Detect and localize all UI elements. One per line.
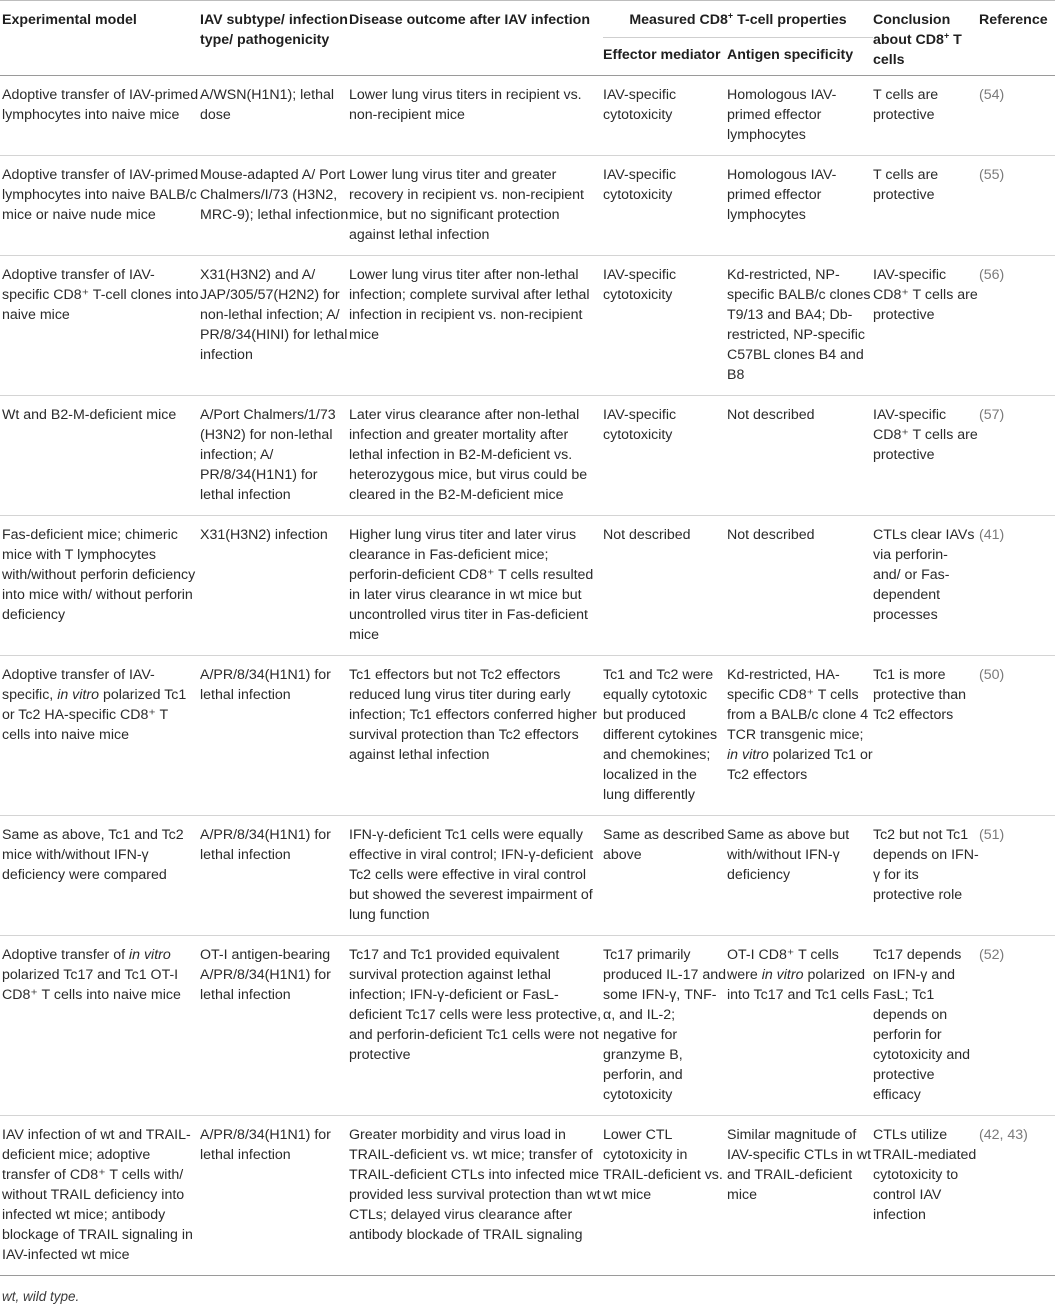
cell-effector: IAV-specific cytotoxicity xyxy=(603,167,677,203)
cell-outcome: IFN-γ-deficient Tc1 cells were equally effective in viral control; IFN-γ-deficient Tc2 cells were effective in viral control but showed the severest impairment of lung function xyxy=(349,827,594,923)
cell-model: IAV infection of wt and TRAIL-deficient mice; adoptive transfer of CD8⁺ T cells with/ without TRAIL deficiency into infected wt mice; antibody blockage of TRAIL signaling in IAV-infected wt mice xyxy=(2,1127,193,1263)
header-outcome: Disease outcome after IAV infection xyxy=(349,1,603,76)
header-measured-prefix: Measured CD8 xyxy=(629,12,728,28)
cell-antigen: Not described xyxy=(727,527,815,543)
cell-model xyxy=(0,656,200,816)
cell-conclusion: IAV-specific CD8⁺ T cells are protective xyxy=(873,407,978,463)
header-measured-suffix: T-cell properties xyxy=(733,12,847,28)
header-subtype: IAV subtype/ infection type/ pathogenicity xyxy=(200,1,349,76)
cell-subtype: A/PR/8/34(H1N1) for lethal infection xyxy=(200,667,331,703)
cell-antigen xyxy=(727,936,873,1116)
cell-model-italic: in vitro xyxy=(128,947,171,963)
header-measured-properties xyxy=(603,1,873,38)
cell-reference-link[interactable]: (52) xyxy=(979,947,1005,963)
cell-model: Adoptive transfer of IAV-primed lymphocytes into naive mice xyxy=(2,87,199,123)
cell-reference-link[interactable]: (56) xyxy=(979,267,1005,283)
cell-effector: Tc17 primarily produced IL-17 and some IFN-γ, TNF-α, and IL-2; negative for granzyme B, perforin, and cytotoxicity xyxy=(603,947,727,1103)
cell-reference-link[interactable]: (55) xyxy=(979,167,1005,183)
cell-subtype: A/WSN(H1N1); lethal dose xyxy=(200,87,335,123)
cell-effector: Lower CTL cytotoxicity in TRAIL-deficient vs. wt mice xyxy=(603,1127,723,1203)
cell-antigen: Same as above but with/without IFN-γ deficiency xyxy=(727,827,850,883)
cell-model: Fas-deficient mice; chimeric mice with T lymphocytes with/without perforin deficiency into mice with/ without perforin deficiency xyxy=(2,527,196,623)
cell-antigen: Kd-restricted, NP-specific BALB/c clones T9/13 and BA4; Db-restricted, NP-specific C57BL clones B4 and B8 xyxy=(727,267,871,383)
table-row xyxy=(0,936,1055,1116)
cell-effector: Tc1 and Tc2 were equally cytotoxic but produced different cytokines and chemokines; localized in the lung differently xyxy=(603,667,718,803)
cell-conclusion: T cells are protective xyxy=(873,167,939,203)
table-row xyxy=(0,76,1055,156)
cell-model: Same as above, Tc1 and Tc2 mice with/without IFN-γ deficiency were compared xyxy=(2,827,184,883)
cell-antigen-text: polarized into Tc17 and Tc1 cells xyxy=(727,967,870,1003)
header-reference: Reference xyxy=(979,1,1055,76)
cell-conclusion: IAV-specific CD8⁺ T cells are protective xyxy=(873,267,978,323)
table-body xyxy=(0,76,1055,1276)
cell-outcome: Tc17 and Tc1 provided equivalent survival protection against lethal infection; IFN-γ-deficient or FasL-deficient Tc17 cells were less protective, and perforin-deficient Tc1 cells were not protective xyxy=(349,947,602,1063)
cell-antigen-italic: in vitro xyxy=(727,747,769,763)
table-row xyxy=(0,156,1055,256)
cell-antigen: Homologous IAV-primed effector lymphocytes xyxy=(727,87,837,143)
header-conclusion-suffix: T cells xyxy=(873,32,962,68)
cell-model-text: Adoptive transfer of IAV-specific, xyxy=(2,667,155,703)
cell-model: Adoptive transfer of IAV-primed lymphocytes into naive BALB/c mice or naive nude mice xyxy=(2,167,199,223)
cell-outcome: Lower lung virus titers in recipient vs. non-recipient mice xyxy=(349,87,582,123)
cell-reference-link[interactable]: (41) xyxy=(979,527,1005,543)
cell-outcome: Later virus clearance after non-lethal infection and greater mortality after lethal infection in B2-M-deficient vs. heterozygous mice, but virus could be cleared in the B2-M-deficient mice xyxy=(349,407,588,503)
header-conclusion xyxy=(873,1,979,76)
cell-outcome: Lower lung virus titer and greater recovery in recipient vs. non-recipient mice, but no significant protection against lethal infection xyxy=(349,167,584,243)
cell-effector: Same as described above xyxy=(603,827,725,863)
cell-outcome: Lower lung virus titer after non-lethal infection; complete survival after lethal infection in recipient vs. non-recipient mice xyxy=(349,267,590,343)
table-header xyxy=(0,1,1055,76)
header-effector: Effector mediator xyxy=(603,47,721,63)
cell-antigen: Similar magnitude of IAV-specific CTLs in wt and TRAIL-deficient mice xyxy=(727,1127,872,1203)
cell-model xyxy=(0,936,200,1116)
cell-reference-link[interactable]: (51) xyxy=(979,827,1005,843)
cell-antigen: Not described xyxy=(727,407,815,423)
table-footnote: wt, wild type. xyxy=(2,1289,80,1304)
cell-antigen-italic: in vitro xyxy=(761,967,804,983)
table-row xyxy=(0,656,1055,816)
cell-antigen: Homologous IAV-primed effector lymphocytes xyxy=(727,167,837,223)
cell-outcome: Greater morbidity and virus load in TRAIL-deficient vs. wt mice; transfer of TRAIL-deficient CTLs into infected mice provided less survival protection than wt CTLs; delayed virus clearance after antibody blockade of TRAIL signaling xyxy=(349,1127,601,1243)
table-row xyxy=(0,256,1055,396)
cell-subtype: A/PR/8/34(H1N1) for lethal infection xyxy=(200,827,331,863)
cell-antigen-text: Kd-restricted, HA-specific CD8⁺ T cells from a BALB/c clone 4 TCR transgenic mice; xyxy=(727,667,869,743)
cell-effector: Not described xyxy=(603,527,691,543)
header-measured-sup: + xyxy=(727,10,734,21)
header-conclusion-sup: + xyxy=(943,30,950,41)
cell-outcome: Tc1 effectors but not Tc2 effectors reduced lung virus titer during early infection; Tc1 effectors conferred higher survival protection than Tc2 effectors against lethal infection xyxy=(349,667,597,763)
cell-conclusion: Tc1 is more protective than Tc2 effectors xyxy=(873,667,967,723)
cell-antigen-text: polarized Tc1 or Tc2 effectors xyxy=(727,747,873,783)
cell-subtype: Mouse-adapted A/ Port Chalmers/I/73 (H3N2, MRC-9); lethal infection xyxy=(200,167,349,223)
header-model: Experimental model xyxy=(0,1,200,76)
table-row xyxy=(0,516,1055,656)
cell-model-text: polarized Tc17 and Tc1 OT-I CD8⁺ T cells into naive mice xyxy=(2,967,181,1003)
cell-model: Wt and B2-M-deficient mice xyxy=(2,407,177,423)
cell-effector: IAV-specific cytotoxicity xyxy=(603,267,677,303)
cell-subtype: X31(H3N2) and A/ JAP/305/57(H2N2) for non-lethal infection; A/ PR/8/34(HINI) for lethal infection xyxy=(200,267,348,363)
cell-model-text: polarized Tc1 or Tc2 HA-specific CD8⁺ T cells into naive mice xyxy=(2,687,187,743)
cell-effector: IAV-specific cytotoxicity xyxy=(603,407,677,443)
cell-reference-link[interactable]: (57) xyxy=(979,407,1005,423)
cell-subtype: X31(H3N2) infection xyxy=(200,527,328,543)
header-conclusion-prefix: Conclusion about CD8 xyxy=(873,12,951,48)
table-row xyxy=(0,396,1055,516)
cell-model-text: Adoptive transfer of xyxy=(2,947,129,963)
cell-outcome: Higher lung virus titer and later virus clearance in Fas-deficient mice; perforin-deficient CD8⁺ T cells resulted in later virus clearance in wt mice but uncontrolled virus titer in Fas-deficient mice xyxy=(349,527,594,643)
cell-reference-link[interactable]: (50) xyxy=(979,667,1005,683)
cell-antigen xyxy=(727,656,873,816)
table-row xyxy=(0,816,1055,936)
cell-effector: IAV-specific cytotoxicity xyxy=(603,87,677,123)
cell-subtype: A/PR/8/34(H1N1) for lethal infection xyxy=(200,1127,331,1163)
table-row xyxy=(0,1116,1055,1276)
cell-conclusion: CTLs utilize TRAIL-mediated cytotoxicity to control IAV infection xyxy=(873,1127,977,1223)
cell-model: Adoptive transfer of IAV-specific CD8⁺ T-cell clones into naive mice xyxy=(2,267,199,323)
cell-antigen-text: OT-I CD8⁺ T cells were xyxy=(727,947,839,983)
cell-subtype: A/Port Chalmers/1/73 (H3N2) for non-lethal infection; A/ PR/8/34(H1N1) for lethal infection xyxy=(200,407,336,503)
cell-conclusion: CTLs clear IAVs via perforin- and/ or Fas-dependent processes xyxy=(873,527,975,623)
cell-reference-link[interactable]: (54) xyxy=(979,87,1005,103)
cell-model-italic: in vitro xyxy=(57,687,99,703)
cell-reference-link[interactable]: (42, 43) xyxy=(979,1127,1028,1143)
cell-conclusion: T cells are protective xyxy=(873,87,939,123)
cell-conclusion: Tc2 but not Tc1 depends on IFN-γ for its protective role xyxy=(873,827,979,903)
cell-subtype: OT-I antigen-bearing A/PR/8/34(H1N1) for lethal infection xyxy=(200,947,331,1003)
header-antigen: Antigen specificity xyxy=(727,47,854,63)
cell-conclusion: Tc17 depends on IFN-γ and FasL; Tc1 depends on perforin for cytotoxicity and protective efficacy xyxy=(873,947,970,1103)
